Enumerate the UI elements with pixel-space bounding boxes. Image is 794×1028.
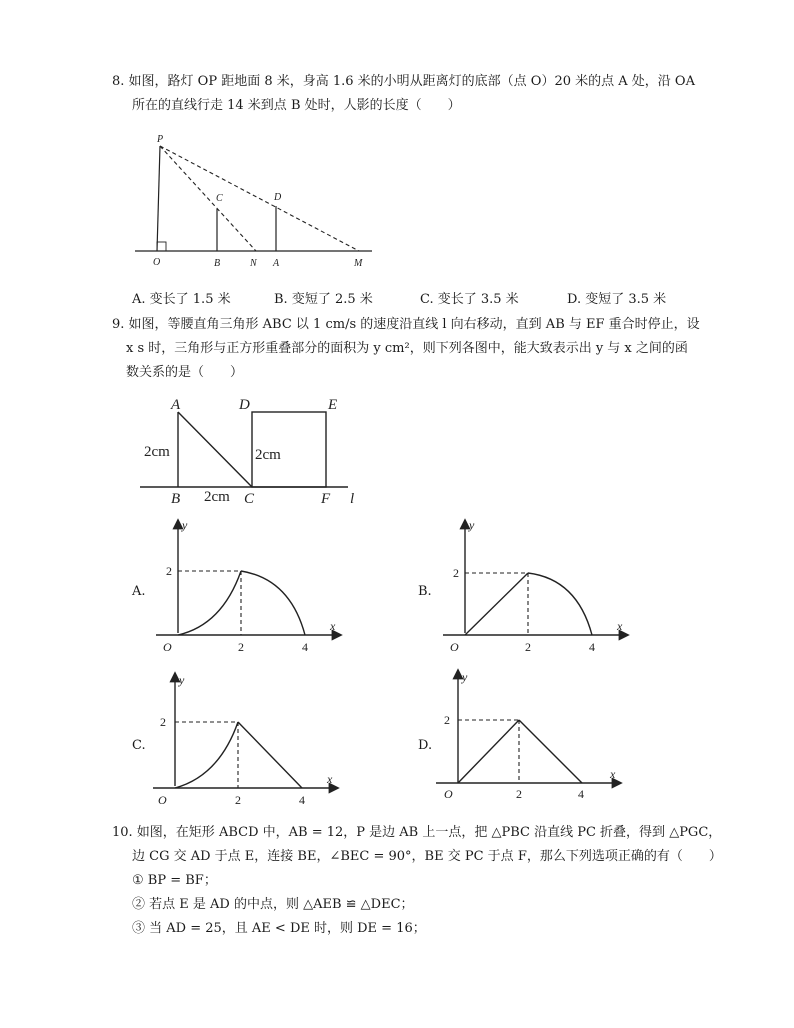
q9-label-d: D	[239, 397, 250, 413]
q9-graph-c-y-label: y	[179, 673, 185, 687]
q9-graph-a-origin: O	[163, 640, 172, 654]
q9-graph-c-fall-line	[238, 722, 302, 788]
q10-statement-3: ③ 当 AD = 25，且 AE < DE 时，则 DE = 16；	[132, 921, 426, 936]
q9-graph-d-x-tick-4: 4	[578, 787, 584, 801]
q9-graph-c-x-tick-2: 2	[235, 793, 241, 807]
q8-label-o: O	[153, 257, 161, 268]
q9-graph-b-origin: O	[450, 640, 459, 654]
q9-side-ac	[178, 412, 252, 487]
q8-label-a: A	[273, 258, 280, 269]
q9-label-e: E	[328, 397, 338, 413]
q8-figure	[130, 128, 380, 273]
q9-graph-a-x-tick-4: 4	[302, 640, 308, 654]
q9-graph-b-x-tick-2: 2	[525, 640, 531, 654]
q9-graph-b-fall-curve	[528, 573, 592, 635]
q9-graph-d-y-tick: 2	[444, 713, 450, 727]
q8-lamp-post	[157, 146, 160, 251]
q8-label-p: P	[157, 134, 164, 145]
q9-graph-a-y-tick: 2	[166, 564, 172, 578]
q9-graph-d-x-tick-2: 2	[516, 787, 522, 801]
q9-label-side-ab: 2cm	[144, 444, 170, 460]
q9-graph-d-label[interactable]: D.	[418, 738, 433, 753]
q10-statement-2: ② 若点 E 是 AD 的中点，则 △AEB ≌ △DEC；	[132, 897, 414, 912]
q9-graph-b-y-tick: 2	[453, 566, 459, 580]
q9-graph-d[interactable]	[430, 665, 630, 805]
q9-graph-d-origin: O	[444, 787, 453, 801]
q8-label-b: B	[214, 258, 221, 269]
q9-graph-d-fall-line	[519, 720, 582, 783]
q8-ray-p-m	[160, 146, 359, 251]
q9-figure	[138, 390, 368, 508]
q9-graph-d-y-label: y	[462, 670, 468, 684]
q9-label-c: C	[244, 491, 255, 507]
q8-label-c: C	[216, 193, 223, 204]
q9-graph-a-rise-curve	[178, 571, 241, 635]
q9-graph-d-rise-line	[458, 720, 519, 783]
q9-graph-b-rise-line	[465, 573, 528, 635]
q9-graph-a-x-tick-2: 2	[238, 640, 244, 654]
q8-option-d[interactable]: D. 变短了 3.5 米	[567, 292, 667, 307]
q10-statement-1: ① BP = BF；	[132, 873, 217, 888]
q9-label-f: F	[321, 491, 331, 507]
q9-graph-c[interactable]	[147, 668, 347, 808]
q9-stem-line2: x s 时，三角形与正方形重叠部分的面积为 y cm²，则下列各图中，能大致表示出 y 与 x 之间的函	[126, 341, 688, 356]
q8-label-d: D	[274, 192, 282, 203]
q9-graph-b[interactable]	[437, 515, 637, 655]
q9-graph-a-x-label: x	[330, 619, 336, 633]
q9-stem-line3: 数关系的是（ ）	[126, 365, 244, 380]
q9-graph-c-x-label: x	[327, 772, 333, 786]
q9-graph-c-label[interactable]: C.	[132, 738, 146, 753]
q8-option-a[interactable]: A. 变长了 1.5 米	[132, 292, 231, 307]
q9-stem-line1: 9. 如图，等腰直角三角形 ABC 以 1 cm/s 的速度沿直线 l 向右移动，直到 AB 与 EF 重合时停止，设	[112, 317, 700, 332]
q10-stem-line2: 边 CG 交 AD 于点 E，连接 BE，∠BEC = 90°，BE 交 PC 于点 F，那么下列选项正确的有（ ）	[132, 849, 722, 864]
q9-graph-a[interactable]	[150, 515, 350, 655]
q8-label-n: N	[250, 258, 257, 269]
q9-graph-b-label[interactable]: B.	[418, 584, 432, 599]
q10-stem-line1: 10. 如图，在矩形 ABCD 中，AB = 12，P 是边 AB 上一点，把 △PBC 沿直线 PC 折叠，得到 △PGC，	[112, 825, 722, 840]
q9-label-a: A	[171, 397, 181, 413]
q9-graph-c-origin: O	[158, 793, 167, 807]
q8-stem-line1: 8. 如图，路灯 OP 距地面 8 米，身高 1.6 米的小明从距离灯的底部（点 O）20 米的点 A 处，沿 OA	[112, 74, 695, 89]
q9-graph-b-x-label: x	[617, 619, 623, 633]
q8-label-m: M	[354, 258, 363, 269]
q9-graph-c-x-tick-4: 4	[299, 793, 305, 807]
q9-graph-c-y-tick: 2	[160, 715, 166, 729]
q9-graph-a-label[interactable]: A.	[132, 584, 146, 599]
q9-graph-b-x-tick-4: 4	[589, 640, 595, 654]
q9-label-base-bc: 2cm	[204, 489, 230, 505]
q9-graph-b-y-label: y	[469, 518, 475, 532]
q8-stem-line2: 所在的直线行走 14 米到点 B 处时，人影的长度（ ）	[132, 98, 461, 113]
q9-label-square-side: 2cm	[255, 447, 281, 463]
q9-graph-d-x-label: x	[610, 767, 616, 781]
q8-option-b[interactable]: B. 变短了 2.5 米	[274, 292, 373, 307]
q8-right-angle-mark	[157, 242, 166, 251]
q8-option-c[interactable]: C. 变长了 3.5 米	[420, 292, 519, 307]
q9-graph-a-fall-curve	[241, 571, 305, 635]
q9-label-l: l	[350, 491, 355, 507]
q8-ray-p-n	[160, 146, 256, 251]
q9-graph-c-rise-curve	[175, 722, 238, 788]
q9-graph-a-y-label: y	[182, 518, 188, 532]
q9-label-b: B	[171, 491, 181, 507]
